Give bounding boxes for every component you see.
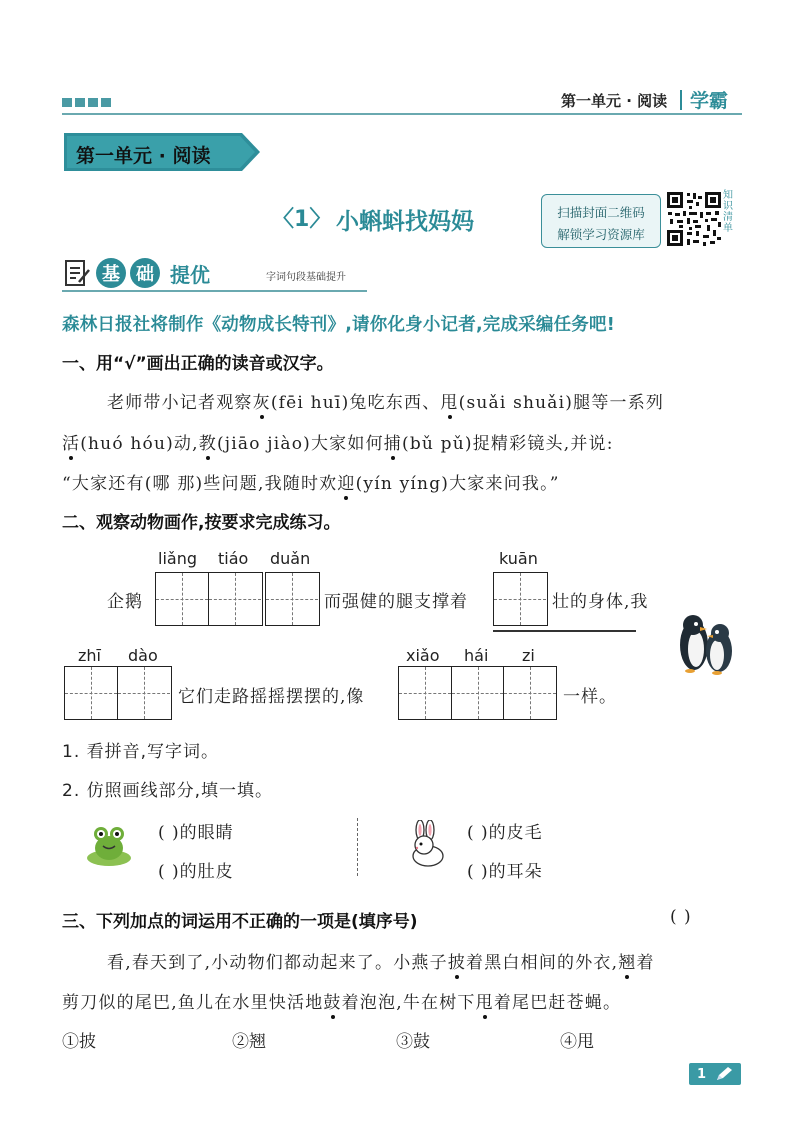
pinyin-hai: hái [464,646,489,665]
header-decoration [62,98,111,107]
section-header [62,258,160,288]
section-badge-1: 基 [96,258,126,288]
question-3-title: 三、下列加点的词运用不正确的一项是(填序号) [62,912,418,932]
unit-banner-text: 第一单元 · 阅读 [76,145,211,167]
pinyin-kuan: kuān [499,549,538,568]
pinyin-zi: zi [522,646,535,665]
pinyin-xiao: xiǎo [406,646,440,665]
answer-grid-duan[interactable] [265,572,320,626]
penguins-illustration [672,605,742,677]
fill-left-2[interactable]: ( )的肚皮 [158,862,234,882]
notebook-icon [62,258,92,288]
row1-post-text: 壮的身体,我 [552,592,649,612]
fill-divider [357,818,358,876]
question-3-line-2: 剪刀似的尾巴,鱼儿在水里快活地鼓着泡泡,牛在树下甩着尾巴赶苍蝇。 [62,993,622,1013]
page-number: 1 [697,1066,707,1082]
pinyin-duan: duǎn [270,549,311,568]
answer-grid-xiao-hai-zi[interactable] [398,666,557,720]
section-title: 提优 [170,263,210,287]
subquestion-1: 1. 看拼音,写字词。 [62,742,220,762]
row2-mid-text: 它们走路摇摇摆摆的,像 [178,687,365,707]
lesson-title: 小蝌蚪找妈妈 [336,209,474,235]
fill-right-2[interactable]: ( )的耳朵 [467,862,543,882]
header-unit-label: 第一单元 · 阅读 [561,92,668,110]
subquestion-2: 2. 仿照画线部分,填一填。 [62,781,274,801]
intro-text: 森林日报社将制作《动物成长特刊》,请你化身小记者,完成采编任务吧! [62,315,615,335]
answer-grid-liang-tiao[interactable] [155,572,263,626]
page-number-badge [689,1063,741,1085]
question-1-line-2: 活(huó hóu)动,教(jiāo jiào)大家如何捕(bǔ pǔ)捉精彩镜头,并说: [62,434,614,454]
row1-pre-text: 企鹅 [107,592,143,612]
pinyin-liang: liǎng [158,549,197,568]
section-subtitle: 字词句段基础提升 [266,272,346,283]
row2-post-text: 一样。 [563,687,617,707]
pinyin-tiao: tiáo [218,549,249,568]
rabbit-illustration [404,820,450,868]
header-divider [680,90,682,110]
option-2[interactable]: ②翘 [232,1032,266,1052]
frog-illustration [84,820,134,868]
row1-mid-text: 而强健的腿支撑着 [324,592,468,612]
question-2-title: 二、观察动物画作,按要求完成练习。 [62,513,341,533]
fill-left-1[interactable]: ( )的眼睛 [158,823,234,843]
qr-code[interactable] [665,190,723,248]
question-1-title: 一、用“√”画出正确的读音或汉字。 [62,354,334,374]
pencil-icon [714,1066,734,1082]
fill-right-1[interactable]: ( )的皮毛 [467,823,543,843]
section-badge-2: 础 [130,258,160,288]
underline-row1 [493,630,636,632]
header-rule [62,113,742,115]
lesson-number: 〈1〉 [272,207,332,232]
question-1-line-3: “大家还有(哪 那)些问题,我随时欢迎(yín yíng)大家来问我。” [62,474,560,494]
question-1-line-1: 老师带小记者观察灰(fēi huī)兔吃东西、甩(suǎi shuǎi)腿等一系列 [107,393,665,413]
pinyin-zhi: zhī [78,646,101,665]
pinyin-dao: dào [128,646,158,665]
option-4[interactable]: ④甩 [560,1032,594,1052]
option-3[interactable]: ③鼓 [396,1032,430,1052]
option-1[interactable]: ①披 [62,1032,96,1052]
question-3-answer-slot[interactable]: ( ) [670,907,692,927]
section-underline [62,290,367,292]
qr-side-label: 知识清单 [723,190,733,234]
scan-hint-line2: 解锁学习资源库 [557,227,645,242]
scan-hint-box [541,194,661,248]
scan-hint-line1: 扫描封面二维码 [557,205,645,220]
question-3-line-1: 看,春天到了,小动物们都动起来了。小燕子披着黑白相间的外衣,翘着 [107,953,655,973]
answer-grid-zhi-dao[interactable] [64,666,172,720]
brand-logo: 学霸 [690,90,729,112]
answer-grid-kuan[interactable] [493,572,548,626]
